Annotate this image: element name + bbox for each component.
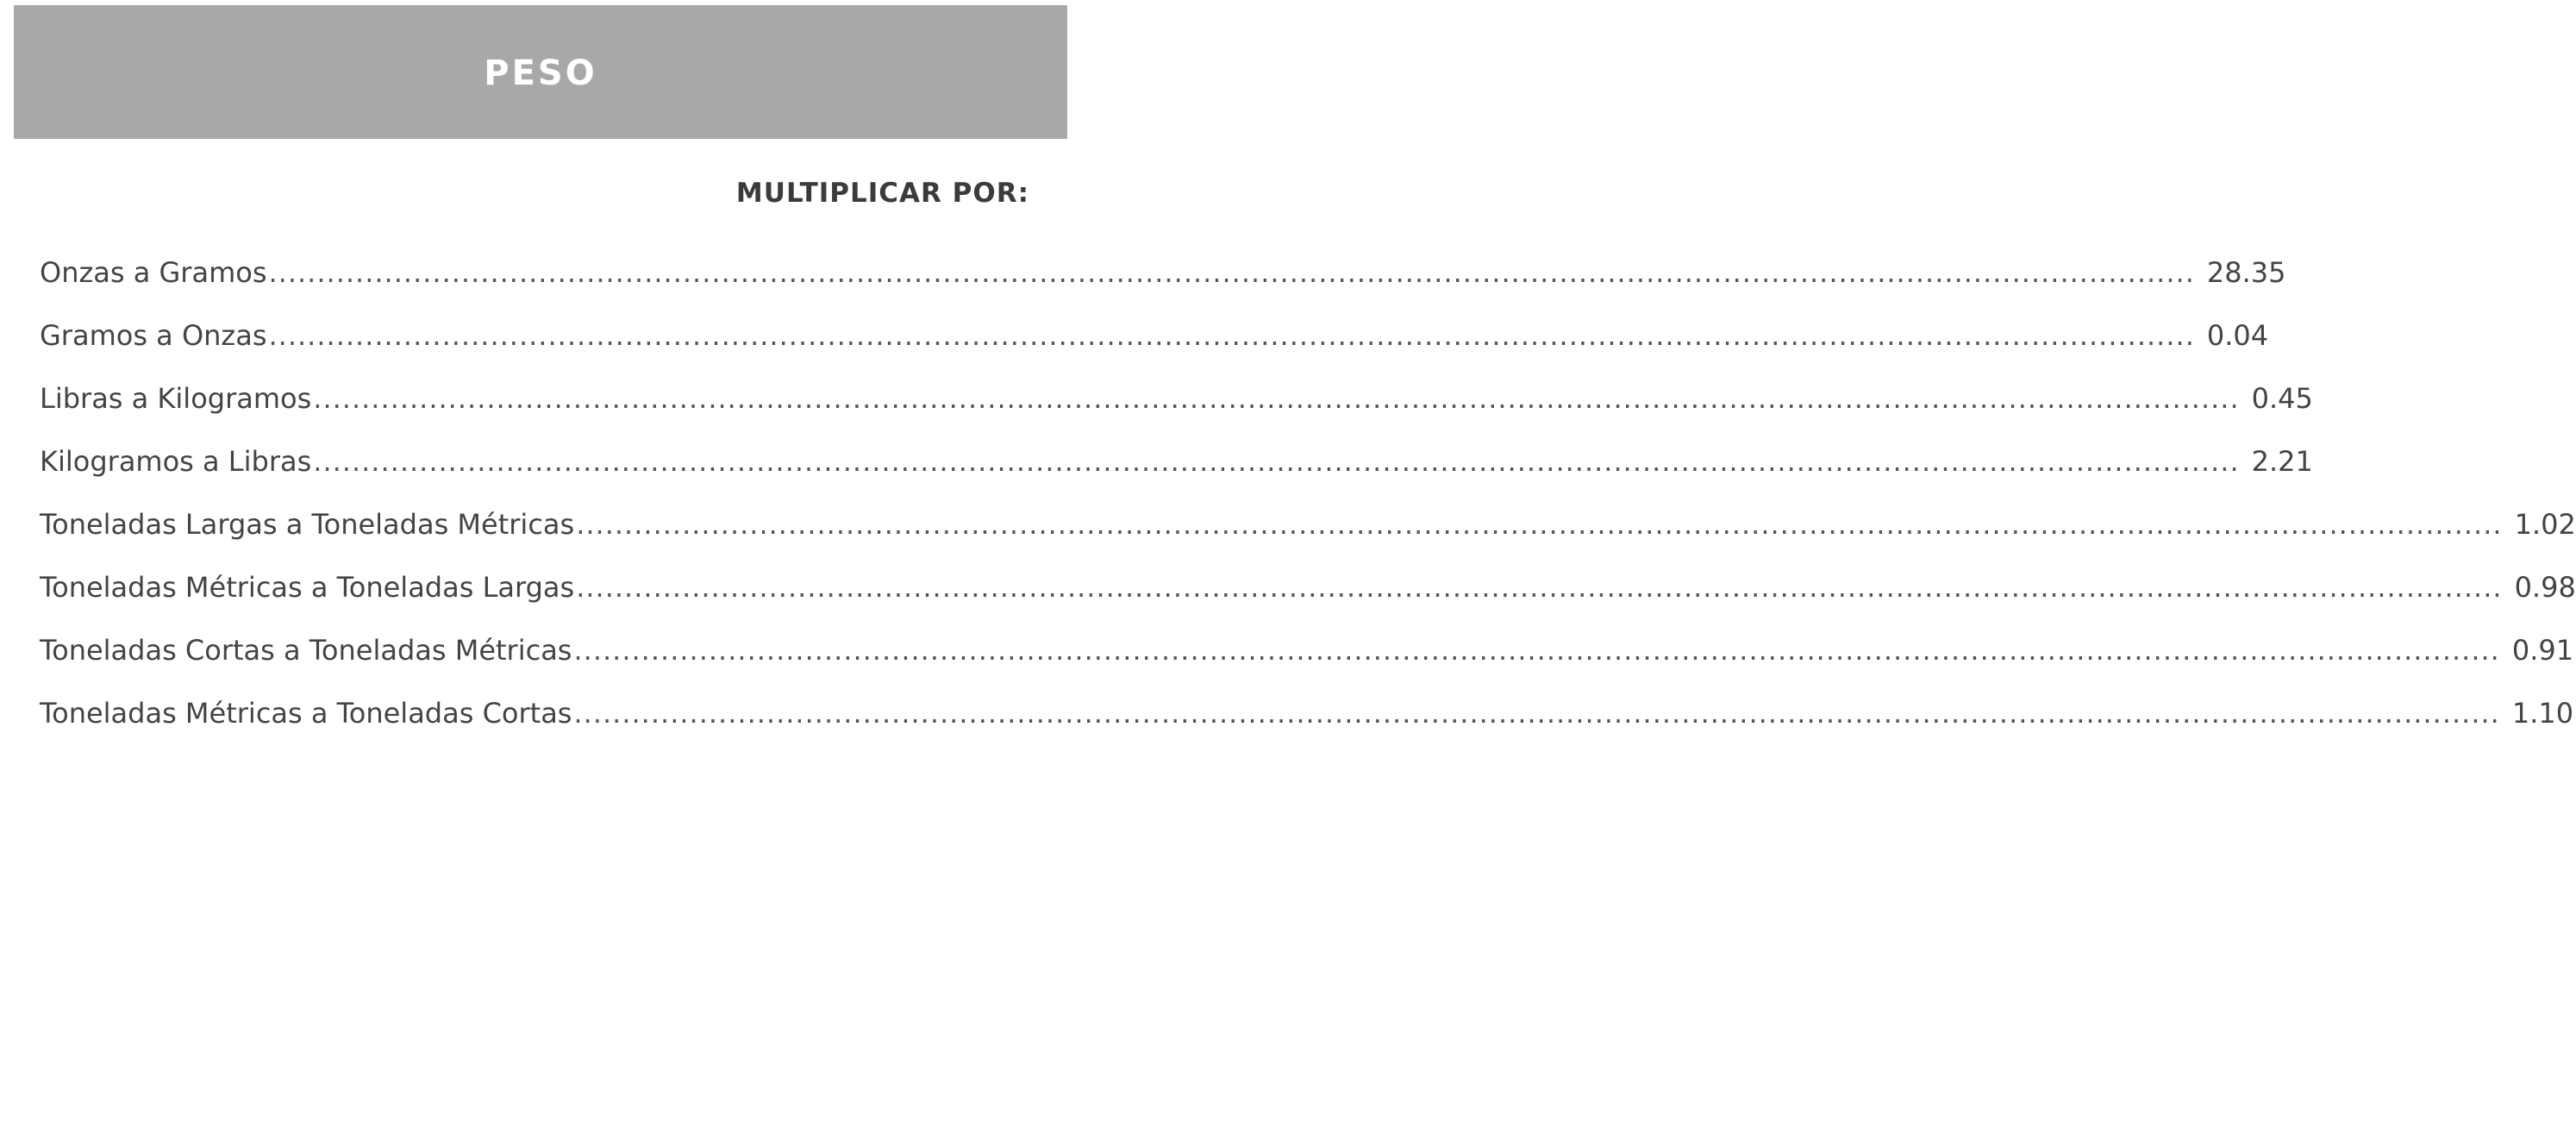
list-item (40, 313, 2269, 376)
conversion-factor: 0.91 (2511, 634, 2574, 667)
list-item (40, 628, 2574, 691)
dot-leader: ........................................................................................................................................................................................................ (313, 445, 2240, 478)
conversion-factor: 1.02 (2514, 508, 2576, 541)
dot-leader: ........................................................................................................................................................................................................ (576, 508, 2503, 541)
conversion-factor: 0.45 (2251, 382, 2313, 415)
section-header (14, 5, 1067, 139)
list-item (40, 691, 2574, 754)
conversion-label: Onzas a Gramos (40, 256, 267, 289)
list-item (40, 250, 2286, 313)
dot-leader: ........................................................................................................................................................................................................ (268, 319, 2195, 352)
conversion-factor: 28.35 (2206, 256, 2286, 289)
list-item (40, 376, 2313, 439)
conversion-label: Libras a Kilogramos (40, 382, 312, 415)
column-heading: MULTIPLICAR POR: (735, 178, 1029, 209)
conversion-label: Toneladas Largas a Toneladas Métricas (40, 508, 575, 541)
dot-leader: ........................................................................................................................................................................................................ (573, 634, 2500, 667)
conversion-list (40, 250, 2576, 754)
conversion-label: Toneladas Métricas a Toneladas Largas (40, 571, 575, 604)
conversion-factor: 2.21 (2251, 445, 2313, 478)
conversion-label: Kilogramos a Libras (40, 445, 312, 478)
conversion-label: Gramos a Onzas (40, 319, 267, 352)
list-item (40, 502, 2576, 565)
conversion-label: Toneladas Cortas a Toneladas Métricas (40, 634, 572, 667)
conversion-factor: 0.04 (2206, 319, 2269, 352)
conversion-factor: 1.10 (2511, 697, 2574, 730)
conversion-label: Toneladas Métricas a Toneladas Cortas (40, 697, 572, 730)
dot-leader: ........................................................................................................................................................................................................ (313, 382, 2240, 415)
section-title: PESO (484, 53, 597, 93)
conversion-factor: 0.98 (2514, 571, 2576, 604)
dot-leader: ........................................................................................................................................................................................................ (268, 256, 2195, 289)
list-item (40, 565, 2576, 628)
dot-leader: ........................................................................................................................................................................................................ (576, 571, 2503, 604)
dot-leader: ........................................................................................................................................................................................................ (573, 697, 2500, 730)
list-item (40, 439, 2313, 502)
